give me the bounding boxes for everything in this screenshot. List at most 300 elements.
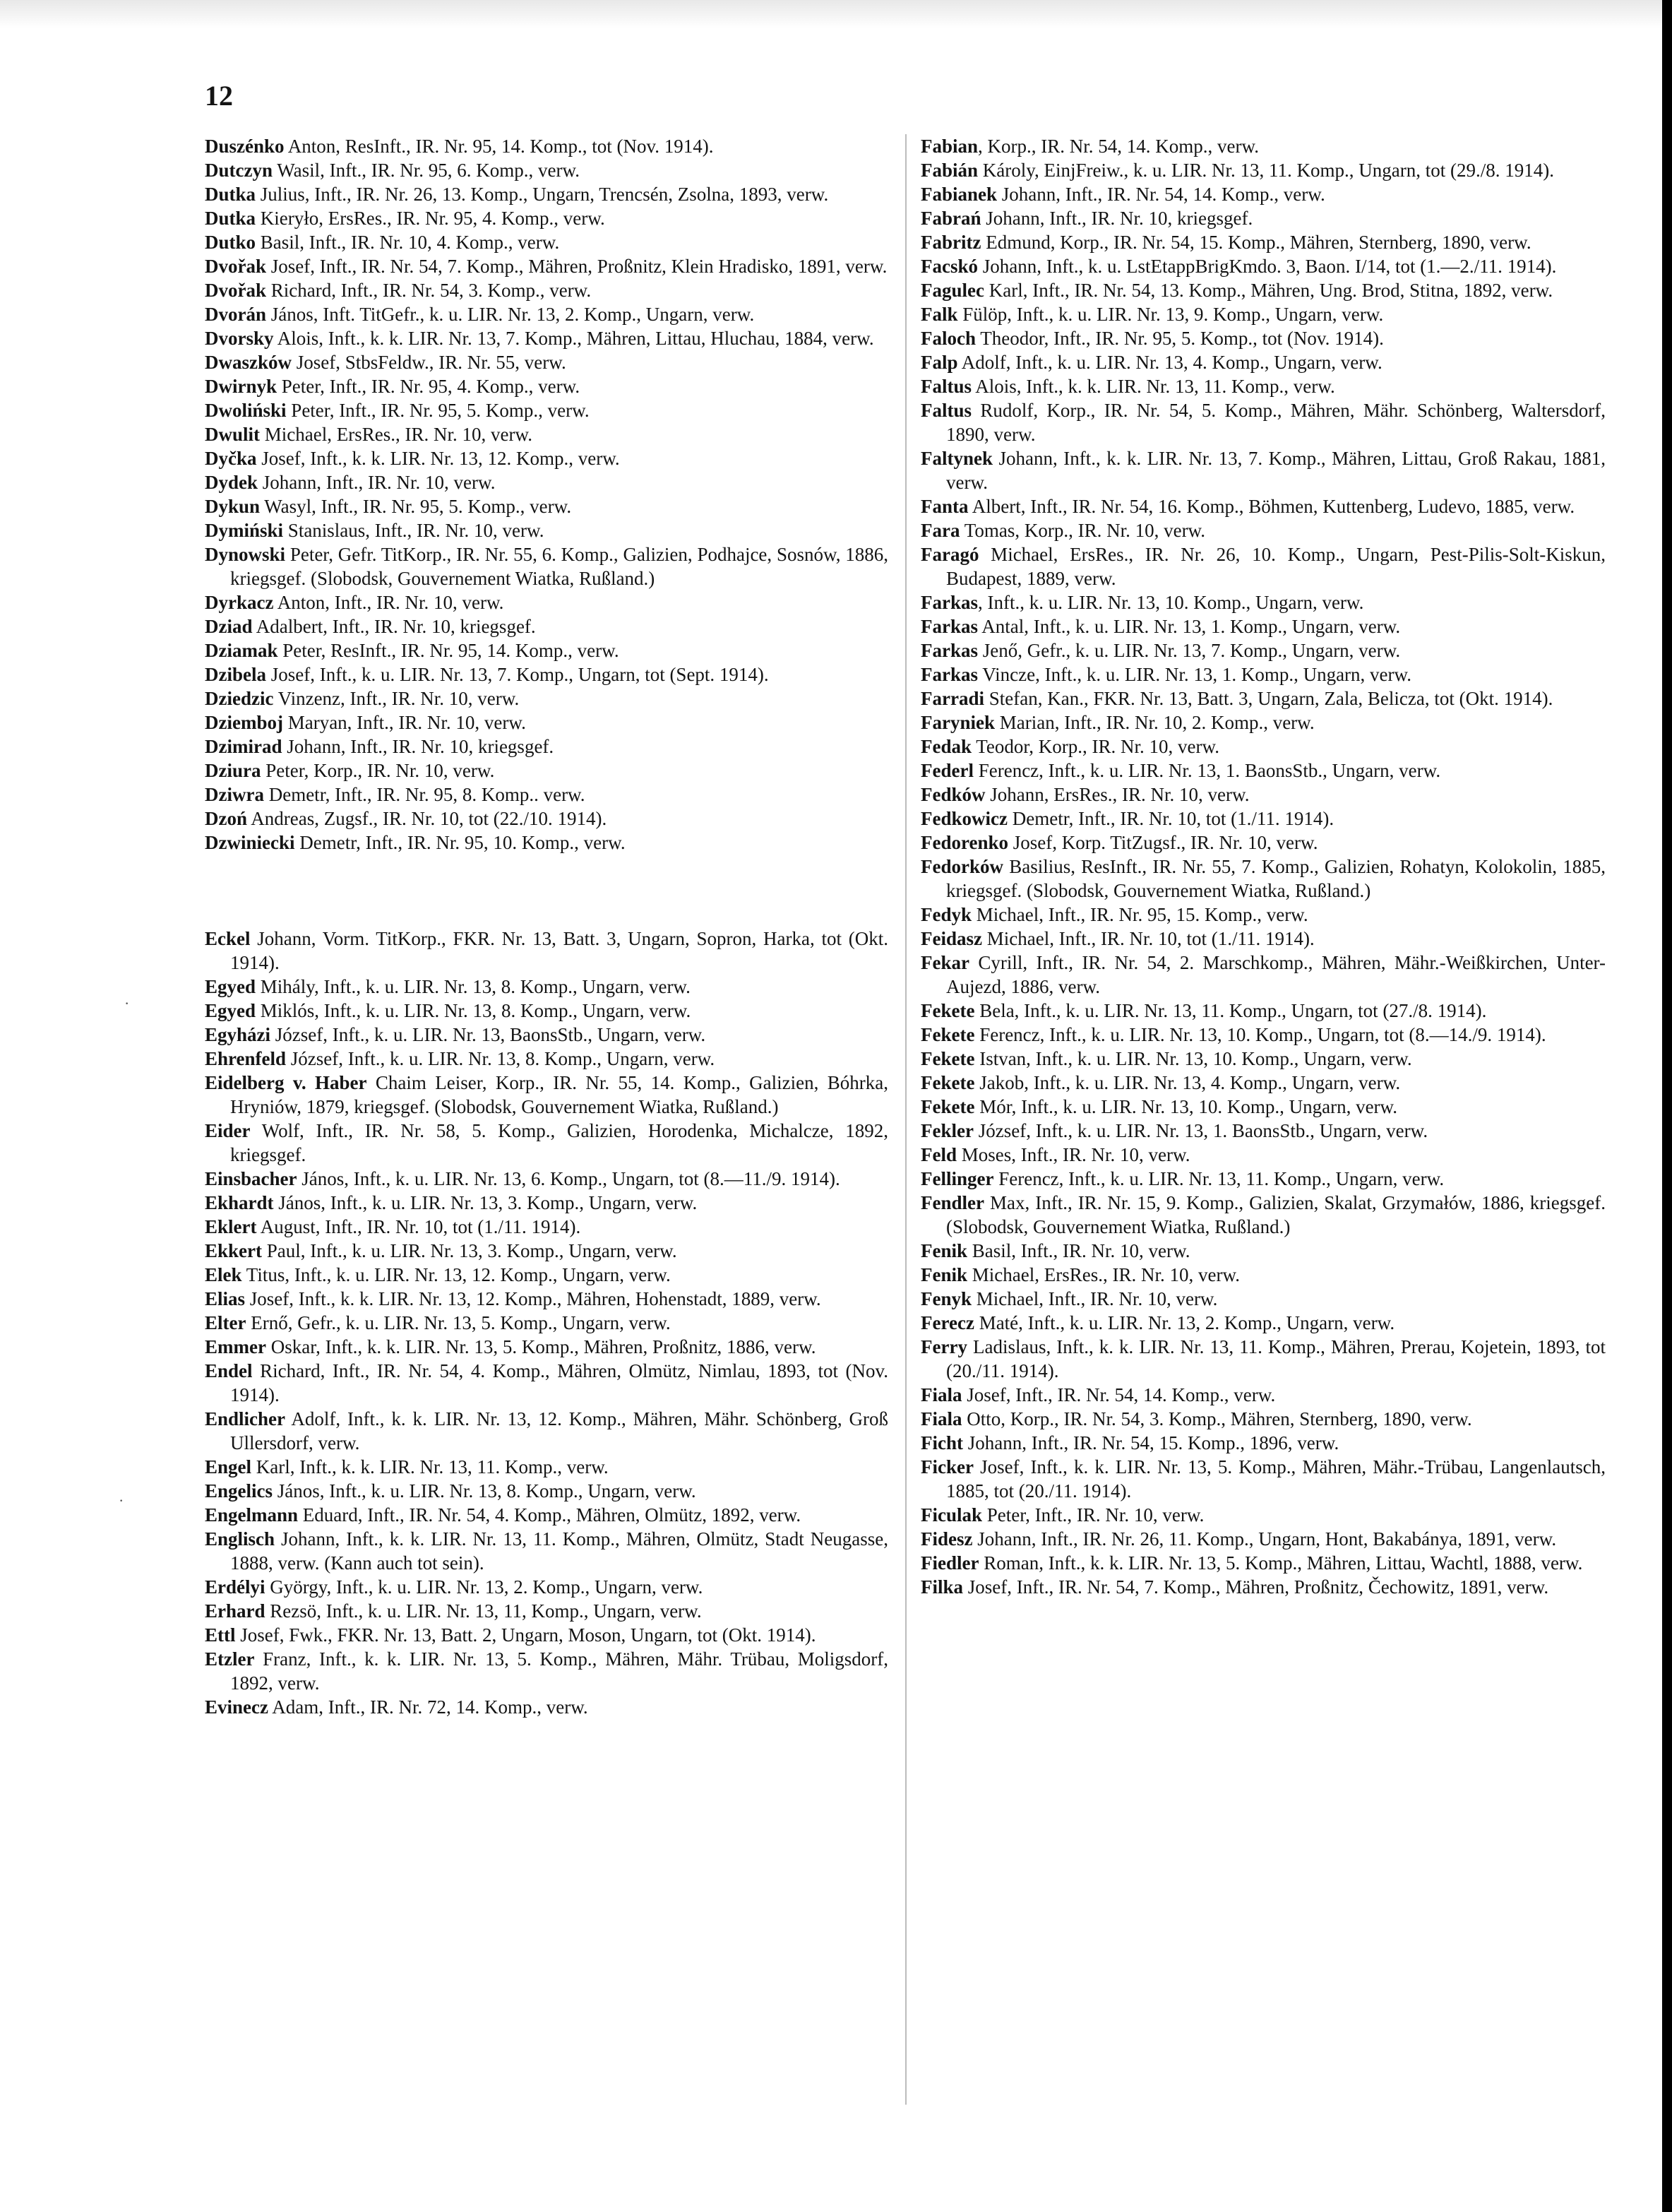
- entry-surname: Egyed: [205, 1000, 256, 1021]
- register-entry: [921, 759, 1606, 783]
- register-entry: [921, 638, 1606, 662]
- register-entry: [921, 1503, 1606, 1527]
- entry-surname: Farkas: [921, 664, 978, 685]
- entry-surname: Einsbacher: [205, 1168, 297, 1189]
- scan-speck: ·: [119, 1492, 124, 1509]
- register-entry: [205, 374, 888, 398]
- entry-surname: Dykun: [205, 496, 261, 517]
- entry-surname: Dyrkacz: [205, 592, 274, 613]
- entry-surname: Ferry: [921, 1336, 967, 1357]
- register-entry: [205, 1695, 888, 1719]
- entry-surname: Fekete: [921, 1000, 975, 1021]
- register-entry: [205, 350, 888, 374]
- register-entry: [921, 735, 1606, 759]
- register-entry: [205, 975, 888, 999]
- entry-details: Adalbert, Inft., IR. Nr. 10, kriegsgef.: [252, 616, 536, 637]
- entry-details: Bela, Inft., k. u. LIR. Nr. 13, 11. Komp., Ungarn, tot (27./8. 1914).: [974, 1000, 1487, 1021]
- register-entry: [205, 1623, 888, 1647]
- entry-details: Maryan, Inft., IR. Nr. 10, verw.: [282, 712, 526, 733]
- entry-details: Richard, Inft., IR. Nr. 54, 4. Komp., Mähren, Olmütz, Nimlau, 1893, tot (Nov. 1914).: [230, 1360, 888, 1405]
- register-entry: [205, 1359, 888, 1407]
- register-entry: [205, 326, 888, 350]
- register-entry: [205, 494, 888, 518]
- entry-details: Johann, Inft., k. u. LstEtappBrigKmdo. 3, Baon. I/14, tot (1.—2./11. 1914).: [978, 256, 1557, 277]
- entry-details: Oskar, Inft., k. k. LIR. Nr. 13, 5. Komp., Mähren, Proßnitz, 1886, verw.: [265, 1336, 816, 1357]
- entry-details: Demetr, Inft., IR. Nr. 95, 8. Komp.. verw.: [263, 784, 585, 805]
- entry-details: Johann, Inft., IR. Nr. 26, 11. Komp., Ungarn, Hont, Bakabánya, 1891, verw.: [972, 1528, 1557, 1550]
- register-entry: [205, 710, 888, 735]
- entry-details: Otto, Korp., IR. Nr. 54, 3. Komp., Mähren, Sternberg, 1890, verw.: [962, 1408, 1472, 1429]
- entry-surname: Ekhardt: [205, 1192, 274, 1213]
- register-entry: [205, 1335, 888, 1359]
- register-entry: [921, 1263, 1606, 1287]
- register-entry: [921, 158, 1606, 182]
- register-entry: [921, 807, 1606, 831]
- entry-details: János, Inft., k. u. LIR. Nr. 13, 3. Komp., Ungarn, verw.: [273, 1192, 698, 1213]
- register-entry: [205, 1167, 888, 1191]
- entry-details: Peter, Gefr. TitKorp., IR. Nr. 55, 6. Komp., Galizien, Podhajce, Sosnów, 1886, kriegsgef. (Slobodsk, Gouvernement Wiatka, Rußland.): [230, 544, 888, 589]
- register-entry: [921, 350, 1606, 374]
- register-entry: [921, 783, 1606, 807]
- entry-surname: Fekar: [921, 952, 969, 973]
- entry-surname: Dziad: [205, 616, 253, 637]
- register-entry: [205, 735, 888, 759]
- entry-details: Max, Inft., IR. Nr. 15, 9. Komp., Galizien, Skalat, Grzymałów, 1886, kriegsgef. (Slobodsk, Gouvernement Wiatka, Rußland.): [946, 1192, 1606, 1237]
- entry-surname: Fekler: [921, 1120, 974, 1141]
- register-entry: [921, 1551, 1606, 1575]
- entry-surname: Farkas: [921, 616, 978, 637]
- entry-details: Johann, Inft., k. k. LIR. Nr. 13, 11. Komp., Mähren, Olmütz, Stadt Neugasse, 1888, verw. (Kann auch tot sein).: [230, 1528, 888, 1574]
- entry-surname: Dziwra: [205, 784, 264, 805]
- register-entry: [205, 1191, 888, 1215]
- entry-surname: Evinecz: [205, 1696, 268, 1718]
- register-entry: [921, 951, 1606, 999]
- left-column: [205, 134, 888, 1719]
- register-entry: [921, 590, 1606, 614]
- register-entry: [205, 1503, 888, 1527]
- register-entry: [205, 807, 888, 831]
- entry-surname: Engel: [205, 1456, 252, 1477]
- entry-surname: Elias: [205, 1288, 246, 1309]
- entry-details: Johann, Inft., IR. Nr. 54, 15. Komp., 1896, verw.: [963, 1432, 1339, 1453]
- register-entry: [205, 1287, 888, 1311]
- entry-details: Edmund, Korp., IR. Nr. 54, 15. Komp., Mähren, Sternberg, 1890, verw.: [981, 232, 1531, 253]
- register-entry: [205, 1479, 888, 1503]
- entry-details: Stefan, Kan., FKR. Nr. 13, Batt. 3, Ungarn, Zala, Belicza, tot (Okt. 1914).: [984, 688, 1553, 709]
- register-entry: [921, 326, 1606, 350]
- entry-surname: Fabian: [921, 136, 979, 157]
- register-entry: [205, 518, 888, 542]
- register-entry: [205, 302, 888, 326]
- entry-details: Jakob, Inft., k. u. LIR. Nr. 13, 4. Komp., Ungarn, verw.: [974, 1072, 1401, 1093]
- register-entry: [205, 1215, 888, 1239]
- entry-details: Wolf, Inft., IR. Nr. 58, 5. Komp., Galizien, Horodenka, Michalcze, 1892, kriegsgef.: [230, 1120, 888, 1165]
- register-entry: [921, 134, 1606, 158]
- register-entry: [921, 302, 1606, 326]
- register-entry: [921, 1047, 1606, 1071]
- register-entry: [921, 662, 1606, 686]
- entry-surname: Fekete: [921, 1048, 975, 1069]
- entry-surname: Dziemboj: [205, 712, 283, 733]
- register-entry: [205, 230, 888, 254]
- register-entry: [921, 1407, 1606, 1431]
- entry-details: Wasil, Inft., IR. Nr. 95, 6. Komp., verw.: [273, 160, 580, 181]
- entry-details: Josef, Inft., k. u. LIR. Nr. 13, 7. Komp., Ungarn, tot (Sept. 1914).: [266, 664, 769, 685]
- entry-surname: Elek: [205, 1264, 242, 1285]
- register-entry: [921, 1527, 1606, 1551]
- entry-details: Peter, Inft., IR. Nr. 10, verw.: [982, 1504, 1205, 1526]
- register-entry: [205, 1071, 888, 1119]
- entry-surname: Endlicher: [205, 1408, 286, 1429]
- entry-surname: Fenyk: [921, 1288, 972, 1309]
- entry-surname: Ficker: [921, 1456, 974, 1477]
- entry-details: Josef, Korp. TitZugsf., IR. Nr. 10, verw.: [1008, 832, 1318, 853]
- entry-surname: Fanta: [921, 496, 969, 517]
- entry-surname: Dyčka: [205, 448, 257, 469]
- register-entry: [921, 254, 1606, 278]
- entry-details: Demetr, Inft., IR. Nr. 10, tot (1./11. 1914).: [1007, 808, 1334, 829]
- entry-surname: Faltus: [921, 400, 972, 421]
- entry-details: Franz, Inft., k. k. LIR. Nr. 13, 5. Komp., Mähren, Mähr. Trübau, Moligsdorf, 1892, verw.: [230, 1648, 888, 1694]
- register-entry: [205, 614, 888, 638]
- entry-surname: Fedyk: [921, 904, 972, 925]
- register-entry: [921, 1071, 1606, 1095]
- entry-details: Johann, Inft., IR. Nr. 10, verw.: [258, 472, 496, 493]
- entry-surname: Fendler: [921, 1192, 984, 1213]
- entry-details: Michael, Inft., IR. Nr. 10, verw.: [972, 1288, 1218, 1309]
- register-entry: [921, 446, 1606, 494]
- register-entry: [205, 999, 888, 1023]
- entry-surname: Fabrań: [921, 208, 981, 229]
- entry-surname: Dutka: [205, 208, 256, 229]
- entry-details: József, Inft., k. u. LIR. Nr. 13, 8. Komp., Ungarn, verw.: [286, 1048, 715, 1069]
- register-entry: [921, 1191, 1606, 1239]
- register-entry: [205, 422, 888, 446]
- register-entry: [921, 710, 1606, 735]
- register-entry: [921, 855, 1606, 903]
- entry-details: Chaim Leiser, Korp., IR. Nr. 55, 14. Komp., Galizien, Bóhrka, Hryniów, 1879, kriegsgef. (Slobodsk, Gouvernement Wiatka, Rußland.): [230, 1072, 888, 1117]
- entry-surname: Erdélyi: [205, 1576, 265, 1598]
- register-entry: [921, 1167, 1606, 1191]
- entry-details: Josef, Inft., IR. Nr. 54, 14. Komp., verw.: [962, 1384, 1276, 1405]
- register-entry: [921, 1239, 1606, 1263]
- register-entry: [205, 1527, 888, 1575]
- entry-details: Basilius, ResInft., IR. Nr. 55, 7. Komp., Galizien, Rohatyn, Kolokolin, 1885, kriegsgef. (Slobodsk, Gouvernement Wiatka, Rußland.): [946, 856, 1606, 901]
- entry-surname: Dynowski: [205, 544, 286, 565]
- register-entry: [921, 1095, 1606, 1119]
- entry-details: Károly, EinjFreiw., k. u. LIR. Nr. 13, 11. Komp., Ungarn, tot (29./8. 1914).: [978, 160, 1554, 181]
- entry-surname: Fabianek: [921, 184, 998, 205]
- register-entry: [921, 374, 1606, 398]
- entry-details: Mór, Inft., k. u. LIR. Nr. 13, 10. Komp., Ungarn, verw.: [974, 1096, 1398, 1117]
- register-entry: [205, 662, 888, 686]
- entry-surname: Dutka: [205, 184, 256, 205]
- entry-details: Cyrill, Inft., IR. Nr. 54, 2. Marschkomp., Mähren, Mähr.-Weißkirchen, Unter-Aujezd, 1886, verw.: [946, 952, 1606, 997]
- entry-details: János, Inft. TitGefr., k. u. LIR. Nr. 13, 2. Komp., Ungarn, verw.: [266, 304, 755, 325]
- entry-details: Marian, Inft., IR. Nr. 10, 2. Komp., verw.: [995, 712, 1315, 733]
- register-entry: [921, 518, 1606, 542]
- register-entry: [921, 182, 1606, 206]
- register-entry: [205, 1455, 888, 1479]
- entry-surname: Dwirnyk: [205, 376, 277, 397]
- entry-details: Ferencz, Inft., k. u. LIR. Nr. 13, 11. Komp., Ungarn, verw.: [993, 1168, 1445, 1189]
- entry-details: Josef, Inft., IR. Nr. 54, 7. Komp., Mähren, Proßnitz, Čechowitz, 1891, verw.: [963, 1576, 1549, 1598]
- entry-details: Richard, Inft., IR. Nr. 54, 3. Komp., verw.: [266, 280, 592, 301]
- entry-surname: Dvorán: [205, 304, 266, 325]
- entry-details: Anton, Inft., IR. Nr. 10, verw.: [273, 592, 504, 613]
- entry-surname: Fabritz: [921, 232, 981, 253]
- register-entry: [205, 1023, 888, 1047]
- entry-surname: Dzoń: [205, 808, 247, 829]
- entry-surname: Fiala: [921, 1384, 962, 1405]
- section-d-entries: [205, 134, 888, 855]
- entry-surname: Fara: [921, 520, 960, 541]
- register-entry: [205, 158, 888, 182]
- register-entry: [205, 1575, 888, 1599]
- entry-surname: Fedorenko: [921, 832, 1009, 853]
- entry-surname: Dvorsky: [205, 328, 274, 349]
- entry-details: Peter, ResInft., IR. Nr. 95, 14. Komp., verw.: [277, 640, 619, 661]
- register-entry: [921, 1383, 1606, 1407]
- entry-details: Vinzenz, Inft., IR. Nr. 10, verw.: [273, 688, 520, 709]
- register-entry: [205, 1311, 888, 1335]
- entry-details: Moses, Inft., IR. Nr. 10, verw.: [957, 1144, 1190, 1165]
- register-entry: [921, 206, 1606, 230]
- entry-details: Ladislaus, Inft., k. k. LIR. Nr. 13, 11. Komp., Mähren, Prerau, Kojetein, 1893, tot (20./11. 1914).: [946, 1336, 1606, 1381]
- register-entry: [921, 1119, 1606, 1143]
- entry-details: Johann, Inft., IR. Nr. 54, 14. Komp., verw.: [997, 184, 1325, 205]
- entry-details: Alois, Inft., k. k. LIR. Nr. 13, 7. Komp., Mähren, Littau, Hluchau, 1884, verw.: [273, 328, 874, 349]
- register-entry: [921, 494, 1606, 518]
- register-entry: [205, 470, 888, 494]
- scan-edge-right: [1662, 0, 1672, 2212]
- entry-surname: Dydek: [205, 472, 258, 493]
- entry-details: Wasyl, Inft., IR. Nr. 95, 5. Komp., verw.: [260, 496, 572, 517]
- entry-surname: Farkas: [921, 640, 978, 661]
- entry-details: Adam, Inft., IR. Nr. 72, 14. Komp., verw.: [268, 1696, 588, 1718]
- entry-details: Michael, ErsRes., IR. Nr. 10, verw.: [967, 1264, 1240, 1285]
- entry-surname: Ferecz: [921, 1312, 974, 1333]
- entry-details: Josef, Fwk., FKR. Nr. 13, Batt. 2, Ungarn, Moson, Ungarn, tot (Okt. 1914).: [235, 1624, 816, 1646]
- entry-details: Demetr, Inft., IR. Nr. 95, 10. Komp., verw.: [294, 832, 626, 853]
- entry-details: Peter, Inft., IR. Nr. 95, 5. Komp., verw.: [286, 400, 590, 421]
- entry-surname: Feld: [921, 1144, 957, 1165]
- entry-surname: Fidesz: [921, 1528, 973, 1550]
- entry-details: August, Inft., IR. Nr. 10, tot (1./11. 1914).: [256, 1216, 581, 1237]
- entry-surname: Dutczyn: [205, 160, 273, 181]
- register-entry: [921, 927, 1606, 951]
- entry-details: János, Inft., k. u. LIR. Nr. 13, 6. Komp., Ungarn, tot (8.—11./9. 1914).: [297, 1168, 840, 1189]
- entry-surname: Dwoliński: [205, 400, 287, 421]
- entry-surname: Fekete: [921, 1024, 975, 1045]
- entry-details: Adolf, Inft., k. u. LIR. Nr. 13, 4. Komp., Ungarn, verw.: [957, 352, 1383, 373]
- register-entry: [921, 542, 1606, 590]
- register-entry: [921, 278, 1606, 302]
- entry-details: Josef, StbsFeldw., IR. Nr. 55, verw.: [292, 352, 566, 373]
- entry-surname: Dutko: [205, 232, 256, 253]
- entry-surname: Ekkert: [205, 1240, 262, 1261]
- entry-details: Theodor, Inft., IR. Nr. 95, 5. Komp., tot (Nov. 1914).: [976, 328, 1384, 349]
- entry-details: Karl, Inft., k. k. LIR. Nr. 13, 11. Komp., verw.: [251, 1456, 609, 1477]
- entry-details: Paul, Inft., k. u. LIR. Nr. 13, 3. Komp., Ungarn, verw.: [262, 1240, 677, 1261]
- section-e-entries: [205, 927, 888, 1719]
- entry-surname: Federl: [921, 760, 974, 781]
- register-entry: [205, 638, 888, 662]
- entry-details: Josef, Inft., k. k. LIR. Nr. 13, 12. Komp., Mähren, Hohenstadt, 1889, verw.: [245, 1288, 821, 1309]
- register-entry: [205, 1407, 888, 1455]
- entry-details: Tomas, Korp., IR. Nr. 10, verw.: [960, 520, 1206, 541]
- register-entry: [205, 1263, 888, 1287]
- entry-surname: Fedorków: [921, 856, 1003, 877]
- register-entry: [205, 134, 888, 158]
- register-entry: [921, 614, 1606, 638]
- register-entry: [921, 686, 1606, 710]
- register-entry: [921, 1455, 1606, 1503]
- register-entry: [205, 542, 888, 590]
- register-entry: [205, 1047, 888, 1071]
- entry-details: Johann, Vorm. TitKorp., FKR. Nr. 13, Batt. 3, Ungarn, Sopron, Harka, tot (Okt. 1914).: [230, 928, 888, 973]
- entry-surname: Endel: [205, 1360, 253, 1381]
- register-entry: [921, 1311, 1606, 1335]
- entry-details: Miklós, Inft., k. u. LIR. Nr. 13, 8. Komp., Ungarn, verw.: [256, 1000, 691, 1021]
- entry-details: József, Inft., k. u. LIR. Nr. 13, 1. BaonsStb., Ungarn, verw.: [973, 1120, 1428, 1141]
- entry-details: Rudolf, Korp., IR. Nr. 54, 5. Komp., Mähren, Mähr. Schönberg, Waltersdorf, 1890, verw.: [946, 400, 1606, 445]
- entry-surname: Fabián: [921, 160, 979, 181]
- entry-surname: Fagulec: [921, 280, 984, 301]
- column-divider: [905, 134, 907, 2105]
- entry-details: Titus, Inft., k. u. LIR. Nr. 13, 12. Komp., Ungarn, verw.: [241, 1264, 671, 1285]
- register-entry: [205, 759, 888, 783]
- entry-surname: Ettl: [205, 1624, 236, 1646]
- entry-details: Fülöp, Inft., k. u. LIR. Nr. 13, 9. Komp., Ungarn, verw.: [957, 304, 1384, 325]
- entry-surname: Dwaszków: [205, 352, 292, 373]
- entry-surname: Faragó: [921, 544, 979, 565]
- entry-details: József, Inft., k. u. LIR. Nr. 13, BaonsStb., Ungarn, verw.: [270, 1024, 706, 1045]
- entry-details: Julius, Inft., IR. Nr. 26, 13. Komp., Ungarn, Trencsén, Zsolna, 1893, verw.: [256, 184, 829, 205]
- page-number: 12: [205, 80, 233, 112]
- entry-details: Josef, Inft., k. k. LIR. Nr. 13, 12. Komp., verw.: [256, 448, 620, 469]
- entry-details: Johann, Inft., k. k. LIR. Nr. 13, 7. Komp., Mähren, Littau, Groß Rakau, 1881, verw.: [946, 448, 1606, 493]
- entry-surname: Englisch: [205, 1528, 275, 1550]
- entry-surname: Dziura: [205, 760, 261, 781]
- entry-surname: Falp: [921, 352, 958, 373]
- entry-details: Mihály, Inft., k. u. LIR. Nr. 13, 8. Komp., Ungarn, verw.: [256, 976, 691, 997]
- entry-surname: Eklert: [205, 1216, 257, 1237]
- entry-details: Josef, Inft., IR. Nr. 54, 7. Komp., Mähren, Proßnitz, Klein Hradisko, 1891, verw.: [266, 256, 888, 277]
- entry-surname: Etzler: [205, 1648, 255, 1670]
- entry-details: Alois, Inft., k. k. LIR. Nr. 13, 11. Komp., verw.: [972, 376, 1335, 397]
- register-entry: [205, 1239, 888, 1263]
- entry-surname: Egyed: [205, 976, 256, 997]
- entry-surname: Ficulak: [921, 1504, 983, 1526]
- entry-details: Andreas, Zugsf., IR. Nr. 10, tot (22./10. 1914).: [247, 808, 607, 829]
- entry-surname: Eidelberg v. Haber: [205, 1072, 367, 1093]
- entry-details: Ferencz, Inft., k. u. LIR. Nr. 13, 10. Komp., Ungarn, tot (8.—14./9. 1914).: [974, 1024, 1546, 1045]
- entry-details: Peter, Korp., IR. Nr. 10, verw.: [261, 760, 495, 781]
- register-entry: [921, 1023, 1606, 1047]
- entry-surname: Egyházi: [205, 1024, 271, 1045]
- entry-surname: Erhard: [205, 1600, 265, 1622]
- entry-details: Karl, Inft., IR. Nr. 54, 13. Komp., Mähren, Ung. Brod, Stitna, 1892, verw.: [984, 280, 1553, 301]
- entry-surname: Fekete: [921, 1096, 975, 1117]
- entry-details: Johann, Inft., IR. Nr. 10, kriegsgef.: [282, 736, 554, 757]
- register-entry: [921, 398, 1606, 446]
- entry-details: Josef, Inft., k. k. LIR. Nr. 13, 5. Komp., Mähren, Mähr.-Trübau, Langenlautsch, 1885, tot (20./11. 1914).: [946, 1456, 1606, 1502]
- register-entry: [205, 254, 888, 278]
- register-entry: [205, 206, 888, 230]
- entry-details: Jenő, Gefr., k. u. LIR. Nr. 13, 7. Komp., Ungarn, verw.: [978, 640, 1401, 661]
- entry-details: Antal, Inft., k. u. LIR. Nr. 13, 1. Komp., Ungarn, verw.: [978, 616, 1401, 637]
- entry-details: Ferencz, Inft., k. u. LIR. Nr. 13, 1. BaonsStb., Ungarn, verw.: [973, 760, 1441, 781]
- entry-details: Adolf, Inft., k. k. LIR. Nr. 13, 12. Komp., Mähren, Mähr. Schönberg, Groß Ullersdorf, verw.: [230, 1408, 888, 1453]
- entry-surname: Elter: [205, 1312, 246, 1333]
- entry-surname: Fiala: [921, 1408, 962, 1429]
- entry-details: Stanislaus, Inft., IR. Nr. 10, verw.: [283, 520, 544, 541]
- register-entry: [205, 446, 888, 470]
- register-entry: [921, 1335, 1606, 1383]
- entry-details: Basil, Inft., IR. Nr. 10, 4. Komp., verw.: [256, 232, 560, 253]
- entry-surname: Dvořak: [205, 256, 266, 277]
- entry-details: Istvan, Inft., k. u. LIR. Nr. 13, 10. Komp., Ungarn, verw.: [974, 1048, 1412, 1069]
- entry-details: Michael, ErsRes., IR. Nr. 10, verw.: [260, 424, 532, 445]
- entry-surname: Dzimirad: [205, 736, 282, 757]
- entry-surname: Fedak: [921, 736, 972, 757]
- section-f-entries: [921, 134, 1606, 1599]
- entry-surname: Ehrenfeld: [205, 1048, 287, 1069]
- entry-surname: Faltus: [921, 376, 972, 397]
- right-column: [921, 134, 1606, 1599]
- register-entry: [205, 783, 888, 807]
- entry-details: , Inft., k. u. LIR. Nr. 13, 10. Komp., Ungarn, verw.: [978, 592, 1364, 613]
- entry-details: Rezsö, Inft., k. u. LIR. Nr. 13, 11, Komp., Ungarn, verw.: [265, 1600, 702, 1622]
- entry-details: Johann, ErsRes., IR. Nr. 10, verw.: [985, 784, 1250, 805]
- register-entry: [205, 182, 888, 206]
- entry-surname: Feidasz: [921, 928, 982, 949]
- entry-details: Eduard, Inft., IR. Nr. 54, 4. Komp., Mähren, Olmütz, 1892, verw.: [298, 1504, 801, 1526]
- entry-surname: Dzibela: [205, 664, 266, 685]
- entry-details: Michael, Inft., IR. Nr. 95, 15. Komp., verw.: [972, 904, 1308, 925]
- entry-details: Basil, Inft., IR. Nr. 10, verw.: [967, 1240, 1190, 1261]
- entry-surname: Filka: [921, 1576, 964, 1598]
- register-entry: [921, 230, 1606, 254]
- entry-details: Vincze, Inft., k. u. LIR. Nr. 13, 1. Komp., Ungarn, verw.: [978, 664, 1412, 685]
- entry-surname: Faryniek: [921, 712, 995, 733]
- entry-surname: Fenik: [921, 1240, 968, 1261]
- entry-surname: Fedkowicz: [921, 808, 1008, 829]
- entry-surname: Faloch: [921, 328, 976, 349]
- entry-surname: Fiedler: [921, 1552, 979, 1574]
- register-entry: [205, 831, 888, 855]
- entry-details: János, Inft., k. u. LIR. Nr. 13, 8. Komp., Ungarn, verw.: [273, 1480, 696, 1502]
- register-entry: [205, 686, 888, 710]
- register-entry: [921, 831, 1606, 855]
- register-entry: [205, 1647, 888, 1695]
- entry-surname: Dvořak: [205, 280, 266, 301]
- entry-details: , Korp., IR. Nr. 54, 14. Komp., verw.: [978, 136, 1259, 157]
- register-entry: [921, 1287, 1606, 1311]
- register-entry: [205, 278, 888, 302]
- entry-surname: Eckel: [205, 928, 251, 949]
- register-entry: [205, 1599, 888, 1623]
- entry-surname: Farradi: [921, 688, 984, 709]
- entry-surname: Fenik: [921, 1264, 968, 1285]
- entry-surname: Emmer: [205, 1336, 266, 1357]
- register-entry: [921, 1431, 1606, 1455]
- entry-details: Michael, Inft., IR. Nr. 10, tot (1./11. 1914).: [982, 928, 1315, 949]
- entry-details: Maté, Inft., k. u. LIR. Nr. 13, 2. Komp., Ungarn, verw.: [974, 1312, 1395, 1333]
- entry-details: Anton, ResInft., IR. Nr. 95, 14. Komp., tot (Nov. 1914).: [284, 136, 714, 157]
- entry-details: György, Inft., k. u. LIR. Nr. 13, 2. Komp., Ungarn, verw.: [265, 1576, 703, 1598]
